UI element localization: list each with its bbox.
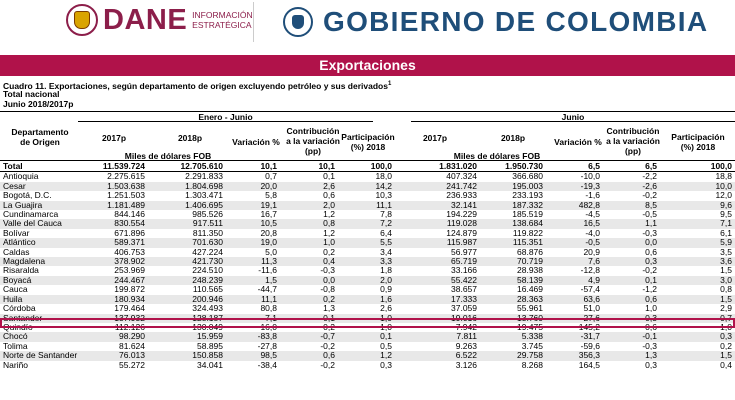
value-cell: 1,0	[720, 322, 732, 332]
value-cell: 12,0	[715, 191, 732, 201]
value-cell: 145,2	[578, 322, 600, 332]
value-cell: 19.016	[395, 314, 480, 323]
period-header-1: Enero - Junio	[198, 112, 253, 122]
value-cell: 55.272	[119, 360, 145, 370]
header-band	[0, 0, 735, 50]
value-cell: 2.275.615	[107, 171, 145, 182]
value-cell: 3,0	[660, 276, 735, 285]
table-row	[0, 248, 735, 257]
value-cell: 0,9	[380, 285, 392, 295]
value-cell: 1,5	[720, 266, 732, 276]
value-cell: -0,1	[603, 332, 660, 341]
value-cell: 248.239	[148, 276, 226, 285]
table-row	[0, 201, 735, 210]
value-cell: 164,5	[578, 360, 600, 370]
value-cell: 11,3	[226, 257, 280, 266]
value-cell: 0,3	[603, 257, 660, 266]
value-cell: 68.876	[517, 247, 543, 257]
value-cell: 0,1	[323, 171, 335, 182]
value-cell: 1.804.698	[148, 182, 226, 191]
value-cell: 12.705.610	[148, 162, 226, 172]
value-cell: -0,5	[642, 210, 657, 220]
value-cell: 119.028	[395, 219, 480, 228]
value-cell: 34.041	[197, 360, 223, 370]
dept-cell: Bolívar	[3, 228, 30, 238]
value-cell: 6,5	[603, 162, 660, 172]
value-cell: 32.141	[395, 201, 480, 210]
dept-cell: Caldas	[3, 247, 30, 257]
value-cell: 917.511	[148, 219, 226, 228]
value-cell: 199.872	[114, 285, 145, 295]
value-cell: -12,8	[580, 266, 600, 276]
value-cell: 195.003	[480, 182, 546, 191]
value-cell: 7,6	[546, 257, 603, 266]
value-cell: 65.719	[395, 257, 480, 266]
value-cell: 115.987	[395, 238, 480, 247]
value-cell: 1,3	[323, 304, 335, 314]
value-cell: 5,8	[265, 191, 277, 201]
col-contrib-header-2: Contribución a la variación (pp)	[606, 126, 660, 156]
value-cell: 20,9	[583, 247, 600, 257]
value-cell: 55.961	[517, 304, 543, 314]
value-cell: 185.519	[512, 210, 543, 220]
table-caption: Cuadro 11. Exportaciones, según departamento de origen excluyendo petróleo y sus derivados$^1$	[3, 80, 392, 91]
value-cell: 6,4	[380, 228, 392, 238]
value-cell: 6.522	[395, 351, 480, 360]
value-cell: 0,6	[603, 295, 660, 304]
value-cell: 1.181.489	[88, 201, 148, 210]
table-row	[0, 182, 735, 191]
dept-cell: Risaralda	[3, 266, 39, 276]
dept-cell: Norte de Santander	[0, 351, 88, 360]
unit-label: Miles de dólares FOB	[124, 151, 212, 161]
value-cell: 28.363	[480, 295, 546, 304]
value-cell: 0,4	[720, 360, 732, 370]
dept-cell: Magdalena	[0, 257, 88, 266]
value-cell: -0,5	[546, 238, 603, 247]
value-cell: 0,6	[645, 322, 657, 332]
value-cell: -1,2	[642, 285, 657, 295]
value-cell: 179.464	[114, 304, 145, 314]
value-cell: 4,9	[546, 276, 603, 285]
value-cell: 18,0	[375, 171, 392, 182]
table-row	[0, 172, 735, 182]
value-cell: 58.895	[197, 341, 223, 351]
value-cell: -0,2	[320, 360, 335, 370]
value-cell: 356,3	[546, 351, 603, 360]
value-cell: -2,2	[642, 171, 657, 182]
value-cell: -0,3	[642, 341, 657, 351]
value-cell: 18,8	[715, 171, 732, 182]
value-cell: 5,0	[265, 247, 277, 257]
dept-cell: La Guajira	[0, 201, 88, 210]
dept-cell: Cesar	[0, 182, 88, 191]
value-cell: 5,5	[338, 238, 395, 247]
table-row	[0, 351, 735, 360]
value-cell: 63,6	[546, 295, 603, 304]
value-cell: 2,0	[338, 276, 395, 285]
value-cell: 28.938	[517, 266, 543, 276]
value-cell: 13.760	[480, 314, 546, 323]
value-cell: 0,5	[380, 341, 392, 351]
value-cell: -0,1	[280, 314, 338, 323]
dane-wordmark: DANE	[103, 4, 188, 36]
dept-cell: Chocó	[0, 332, 88, 341]
value-cell: 10,5	[226, 219, 280, 228]
value-cell: 0,1	[338, 332, 395, 341]
value-cell: 51,0	[583, 304, 600, 314]
value-cell: 224.510	[192, 266, 223, 276]
dept-cell: Santander	[0, 314, 88, 323]
value-cell: 1.503.638	[88, 182, 148, 191]
value-cell: 81.624	[119, 341, 145, 351]
col-2017-header: 2017p	[101, 133, 127, 143]
dept-cell: Córdoba	[3, 304, 36, 314]
table-row	[0, 238, 735, 247]
value-cell: -7,1	[226, 314, 280, 323]
value-cell: 1,2	[323, 228, 335, 238]
value-cell: 253.969	[114, 266, 145, 276]
value-cell: -57,4	[580, 285, 600, 295]
value-cell: 1,2	[338, 351, 395, 360]
value-cell: 0,2	[323, 247, 335, 257]
value-cell: 128.187	[148, 314, 226, 323]
value-cell: 2.291.833	[185, 171, 223, 182]
value-cell: -44,7	[257, 285, 277, 295]
value-cell: 427.224	[192, 247, 223, 257]
value-cell: 33.166	[451, 266, 477, 276]
value-cell: 0,2	[720, 341, 732, 351]
value-cell: 56.977	[451, 247, 477, 257]
value-cell: 0,6	[645, 247, 657, 257]
value-cell: 10,1	[226, 162, 280, 172]
value-cell: 10,0	[660, 182, 735, 191]
value-cell: 55.422	[395, 276, 480, 285]
value-cell: 150.858	[148, 351, 226, 360]
value-cell: -4,0	[585, 228, 600, 238]
value-cell: 1,1	[603, 219, 660, 228]
value-cell: 115.351	[480, 238, 546, 247]
value-cell: -0,2	[642, 191, 657, 201]
value-cell: 482,8	[546, 201, 603, 210]
value-cell: 7.811	[395, 332, 480, 341]
value-cell: 1.831.020	[395, 162, 480, 172]
gobierno-wordmark: GOBIERNO DE COLOMBIA	[323, 6, 709, 37]
value-cell: 6,5	[546, 162, 603, 172]
table-row	[0, 361, 735, 370]
col-part-header-2: Participación (%) 2018	[671, 132, 725, 152]
value-cell: 20,0	[226, 182, 280, 191]
table-row	[0, 266, 735, 275]
table-row	[0, 191, 735, 200]
value-cell: 378.902	[88, 257, 148, 266]
value-cell: 80,8	[260, 304, 277, 314]
value-cell: -0,2	[642, 266, 657, 276]
value-cell: 1,0	[645, 304, 657, 314]
table-row	[0, 219, 735, 228]
value-cell: -10,0	[580, 171, 600, 182]
value-cell: 0,7	[660, 314, 735, 323]
value-cell: 137.932	[88, 314, 148, 323]
dane-subtitle: INFORMACIÓN ESTRATÉGICA	[192, 10, 253, 30]
value-cell: 11,1	[226, 295, 280, 304]
value-cell: 10,3	[375, 191, 392, 201]
value-cell: -0,7	[280, 332, 338, 341]
caption-scope: Total nacional	[3, 89, 60, 99]
value-cell: 3,4	[380, 247, 392, 257]
value-cell: 324.493	[192, 304, 223, 314]
dept-cell: Valle del Cauca	[0, 219, 88, 228]
value-cell: -27,6	[546, 314, 603, 323]
value-cell: 58.139	[480, 276, 546, 285]
dept-cell: Atlántico	[0, 238, 88, 247]
colombia-seal-icon	[66, 4, 98, 36]
value-cell: 180.934	[88, 295, 148, 304]
value-cell: 200.946	[148, 295, 226, 304]
value-cell: 1,5	[660, 351, 735, 360]
dept-cell: Nariño	[3, 360, 29, 370]
value-cell: -0,3	[603, 314, 660, 323]
value-cell: 1.950.730	[480, 162, 546, 172]
gobierno-logo	[283, 6, 708, 38]
dept-cell: Huila	[0, 295, 88, 304]
value-cell: 0,2	[280, 295, 338, 304]
value-cell: 244.467	[88, 276, 148, 285]
table-row	[0, 229, 735, 238]
value-cell: 1.406.695	[148, 201, 226, 210]
value-cell: 11.539.724	[88, 162, 148, 172]
value-cell: 3.126	[455, 360, 477, 370]
value-cell: 7.942	[455, 322, 477, 332]
value-cell: 7,2	[338, 219, 395, 228]
value-cell: 76.013	[88, 351, 148, 360]
value-cell: 830.554	[88, 219, 148, 228]
value-cell: 589.371	[88, 238, 148, 247]
value-cell: 2,9	[720, 304, 732, 314]
value-cell: 16,7	[260, 210, 277, 220]
value-cell: 1,6	[338, 295, 395, 304]
value-cell: 14,2	[338, 182, 395, 191]
value-cell: 1,5	[226, 276, 280, 285]
value-cell: 3,6	[660, 257, 735, 266]
value-cell: 98,5	[226, 351, 280, 360]
value-cell: 1,3	[603, 351, 660, 360]
value-cell: 16.469	[517, 285, 543, 295]
value-cell: 9.263	[455, 341, 477, 351]
value-cell: 0,6	[280, 351, 338, 360]
value-cell: 0,7	[265, 171, 277, 182]
value-cell: 671.896	[114, 228, 145, 238]
dept-cell: Quindío	[3, 322, 33, 332]
value-cell: 0,2	[323, 322, 335, 332]
value-cell: -59,6	[580, 341, 600, 351]
dept-cell: Cundinamarca	[3, 210, 59, 220]
value-cell: 130.049	[192, 322, 223, 332]
value-cell: 100,0	[338, 162, 395, 172]
value-cell: 98.290	[88, 332, 148, 341]
value-cell: 70.719	[480, 257, 546, 266]
value-cell: 701.630	[148, 238, 226, 247]
value-cell: 38.657	[451, 285, 477, 295]
value-cell: -0,2	[320, 341, 335, 351]
value-cell: 6,1	[720, 228, 732, 238]
value-cell: 124.879	[446, 228, 477, 238]
table-row	[0, 295, 735, 304]
value-cell: 3,5	[720, 247, 732, 257]
value-cell: 8.268	[521, 360, 543, 370]
value-cell: -0,3	[320, 266, 335, 276]
table-row	[0, 276, 735, 285]
value-cell: 15.959	[148, 332, 226, 341]
value-cell: 236.933	[446, 191, 477, 201]
dept-cell: Boyacá	[0, 276, 88, 285]
value-cell: 20,8	[260, 228, 277, 238]
table-row	[0, 332, 735, 341]
value-cell: 844.146	[114, 210, 145, 220]
value-cell: -0,3	[642, 228, 657, 238]
value-cell: 16,5	[546, 219, 603, 228]
value-cell: 1,0	[280, 238, 338, 247]
value-cell: 0,3	[660, 332, 735, 341]
table-row	[0, 342, 735, 351]
value-cell: 0,8	[720, 285, 732, 295]
col-contrib-header: Contribución a la variación (pp)	[286, 126, 340, 156]
value-cell: 11,1	[338, 201, 395, 210]
value-cell: 2,6	[280, 182, 338, 191]
col-part-header: Participación (%) 2018	[341, 132, 395, 152]
logo-divider	[253, 2, 254, 42]
value-cell: -0,8	[320, 285, 335, 295]
value-cell: 110.565	[192, 285, 223, 295]
value-cell: 1,5	[660, 295, 735, 304]
table-header	[0, 111, 735, 161]
value-cell: 811.350	[192, 228, 223, 238]
value-cell: 194.229	[446, 210, 477, 220]
value-cell: 7,8	[380, 210, 392, 220]
value-cell: 3.745	[521, 341, 543, 351]
value-cell: 0,3	[380, 360, 392, 370]
table-row	[0, 304, 735, 313]
table-row	[0, 323, 735, 332]
value-cell: -38,4	[257, 360, 277, 370]
national-seal-icon	[283, 7, 313, 37]
value-cell: 1,0	[338, 314, 395, 323]
value-cell: 29.758	[480, 351, 546, 360]
col-var-header-2: Variación %	[554, 137, 602, 147]
table-row	[0, 285, 735, 294]
dept-cell: Total	[0, 162, 88, 172]
value-cell: 241.742	[395, 182, 480, 191]
value-cell: 7,1	[660, 219, 735, 228]
value-cell: 0,6	[323, 191, 335, 201]
value-cell: 1,2	[323, 210, 335, 220]
value-cell: 5.338	[480, 332, 546, 341]
value-cell: 0,4	[280, 257, 338, 266]
value-cell: 0,0	[603, 238, 660, 247]
value-cell: 112.126	[114, 322, 145, 332]
table-total-row	[0, 162, 735, 172]
value-cell: -27,8	[257, 341, 277, 351]
value-cell: 1.251.503	[107, 191, 145, 201]
value-cell: 37.059	[451, 304, 477, 314]
col-2017-header-2: 2017p	[422, 133, 448, 143]
value-cell: -4,5	[585, 210, 600, 220]
section-title: Exportaciones	[0, 55, 735, 76]
value-cell: 0,1	[603, 276, 660, 285]
value-cell: 10,1	[280, 162, 338, 172]
value-cell: 100,0	[660, 162, 735, 172]
value-cell: 9,5	[720, 210, 732, 220]
value-cell: 8,5	[603, 201, 660, 210]
value-cell: 19.475	[517, 322, 543, 332]
value-cell: 1,0	[380, 322, 392, 332]
value-cell: 0,3	[645, 360, 657, 370]
value-cell: 16,0	[260, 322, 277, 332]
value-cell: 2,0	[280, 201, 338, 210]
value-cell: -19,3	[546, 182, 603, 191]
value-cell: -11,6	[258, 266, 277, 276]
value-cell: 0,0	[280, 276, 338, 285]
value-cell: 17.333	[395, 295, 480, 304]
value-cell: 5,9	[660, 238, 735, 247]
value-cell: 366.680	[512, 171, 543, 182]
dane-logo	[66, 4, 253, 36]
value-cell: 3,3	[338, 257, 395, 266]
table-row	[0, 257, 735, 266]
unit-label-2: Miles de dólares FOB	[453, 151, 541, 161]
value-cell: 406.753	[114, 247, 145, 257]
table-row	[0, 210, 735, 219]
col-2018-header: 2018p	[177, 133, 203, 143]
value-cell: 187.332	[480, 201, 546, 210]
table-row	[0, 314, 735, 323]
value-cell: 1.303.471	[185, 191, 223, 201]
value-cell: 19,0	[226, 238, 280, 247]
period-header-2: Junio	[561, 112, 585, 122]
value-cell: 0,8	[280, 219, 338, 228]
dept-cell: Tolima	[3, 341, 28, 351]
value-cell: -31,7	[546, 332, 603, 341]
value-cell: -1,6	[585, 191, 600, 201]
dept-cell: Antioquia	[3, 171, 39, 182]
value-cell: 407.324	[446, 171, 477, 182]
value-cell: 119.822	[512, 228, 543, 238]
value-cell: 2,6	[380, 304, 392, 314]
value-cell: -83,8	[226, 332, 280, 341]
value-cell: 421.730	[148, 257, 226, 266]
col-2018-header-2: 2018p	[500, 133, 526, 143]
caption-period: Junio 2018/2017p	[3, 99, 74, 109]
value-cell: 138.684	[480, 219, 546, 228]
value-cell: 233.193	[512, 191, 543, 201]
dept-cell: Cauca	[3, 285, 28, 295]
exports-table	[0, 162, 735, 370]
value-cell: 985.526	[192, 210, 223, 220]
value-cell: -2,6	[603, 182, 660, 191]
col-var-header: Variación %	[232, 137, 280, 147]
value-cell: 1,8	[380, 266, 392, 276]
value-cell: 9,6	[660, 201, 735, 210]
value-cell: 19,1	[226, 201, 280, 210]
dept-cell: Bogotá, D.C.	[3, 191, 52, 201]
dept-header: Departamento de Origen	[11, 127, 69, 147]
